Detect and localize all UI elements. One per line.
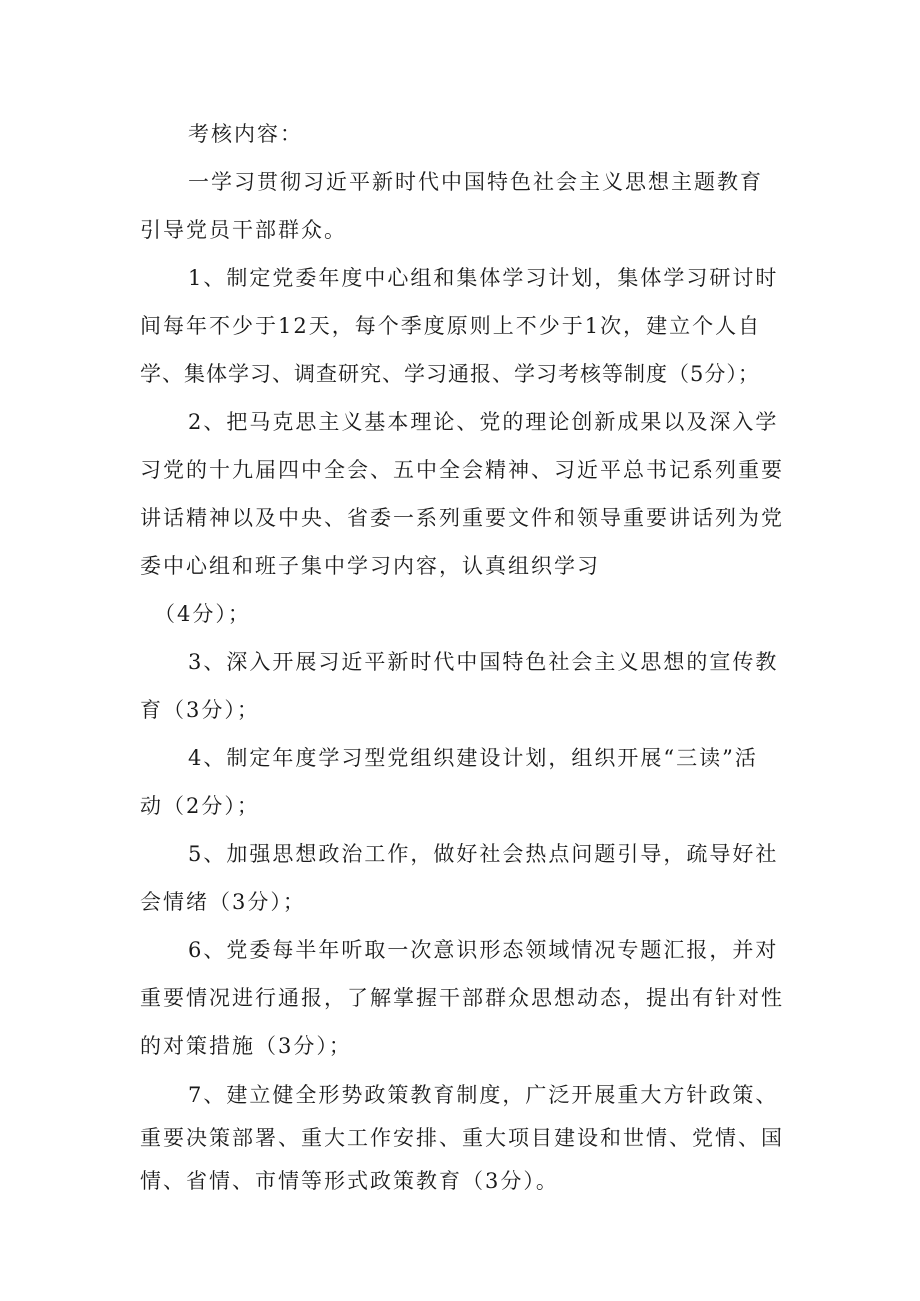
item-5-paragraph: [140, 830, 800, 926]
item-3-line-2: 育（3分）；: [140, 698, 260, 722]
intro-line-2: 引导党员干部群众。: [140, 218, 347, 242]
intro-paragraph: [140, 158, 800, 254]
item-3-paragraph: [140, 638, 800, 734]
item-4-line-2: 动（2分）；: [140, 794, 260, 818]
item-4-line-1: 4、制定年度学习型党组织建设计划，组织开展“三读”活: [188, 746, 758, 770]
item-6-line-1: 6、党委每半年听取一次意识形态领域情况专题汇报，并对: [188, 938, 779, 962]
item-1-paragraph: [140, 254, 800, 398]
item-7-paragraph: [140, 1074, 800, 1203]
item-1-line-2: 间每年不少于12天，每个季度原则上不少于1次，建立个人自: [140, 314, 762, 338]
intro-line-1: 一学习贯彻习近平新时代中国特色社会主义思想主题教育: [188, 170, 763, 194]
item-6-paragraph: [140, 926, 800, 1070]
item-2-line-4: 委中心组和班子集中学习内容，认真组织学习: [140, 554, 600, 578]
item-1-line-3: 学、集体学习、调查研究、学习通报、学习考核等制度（5分）；: [140, 362, 760, 386]
item-5-line-1: 5、加强思想政治工作，做好社会热点问题引导，疏导好社: [188, 842, 779, 866]
item-2-line-5: （4分）；: [154, 602, 251, 626]
item-7-line-3: 情、省情、市情等形式政策教育（3分）。: [140, 1169, 559, 1193]
item-3-line-1: 3、深入开展习近平新时代中国特色社会主义思想的宣传教: [188, 650, 779, 674]
item-2-line-1: 2、把马克思主义基本理论、党的理论创新成果以及深入学: [188, 410, 779, 434]
item-4-paragraph: [140, 734, 800, 830]
item-1-line-1: 1、制定党委年度中心组和集体学习计划，集体学习研讨时: [188, 266, 779, 290]
section-heading: 考核内容：: [188, 122, 303, 146]
item-2-paragraph: [140, 398, 800, 638]
item-6-line-3: 的对策措施（3分）；: [140, 1034, 352, 1058]
item-7-line-2: 重要决策部署、重大工作安排、重大项目建设和世情、党情、国: [140, 1126, 784, 1150]
item-7-line-1: 7、建立健全形势政策教育制度，广泛开展重大方针政策、: [188, 1083, 779, 1107]
item-2-line-2: 习党的十九届四中全会、五中全会精神、习近平总书记系列重要: [140, 458, 784, 482]
item-2-line-3: 讲话精神以及中央、省委一系列重要文件和领导重要讲话列为党: [140, 506, 784, 530]
item-6-line-2: 重要情况进行通报，了解掌握干部群众思想动态，提出有针对性: [140, 986, 784, 1010]
item-5-line-2: 会情绪（3分）；: [140, 890, 306, 914]
document-page: [140, 110, 800, 1203]
